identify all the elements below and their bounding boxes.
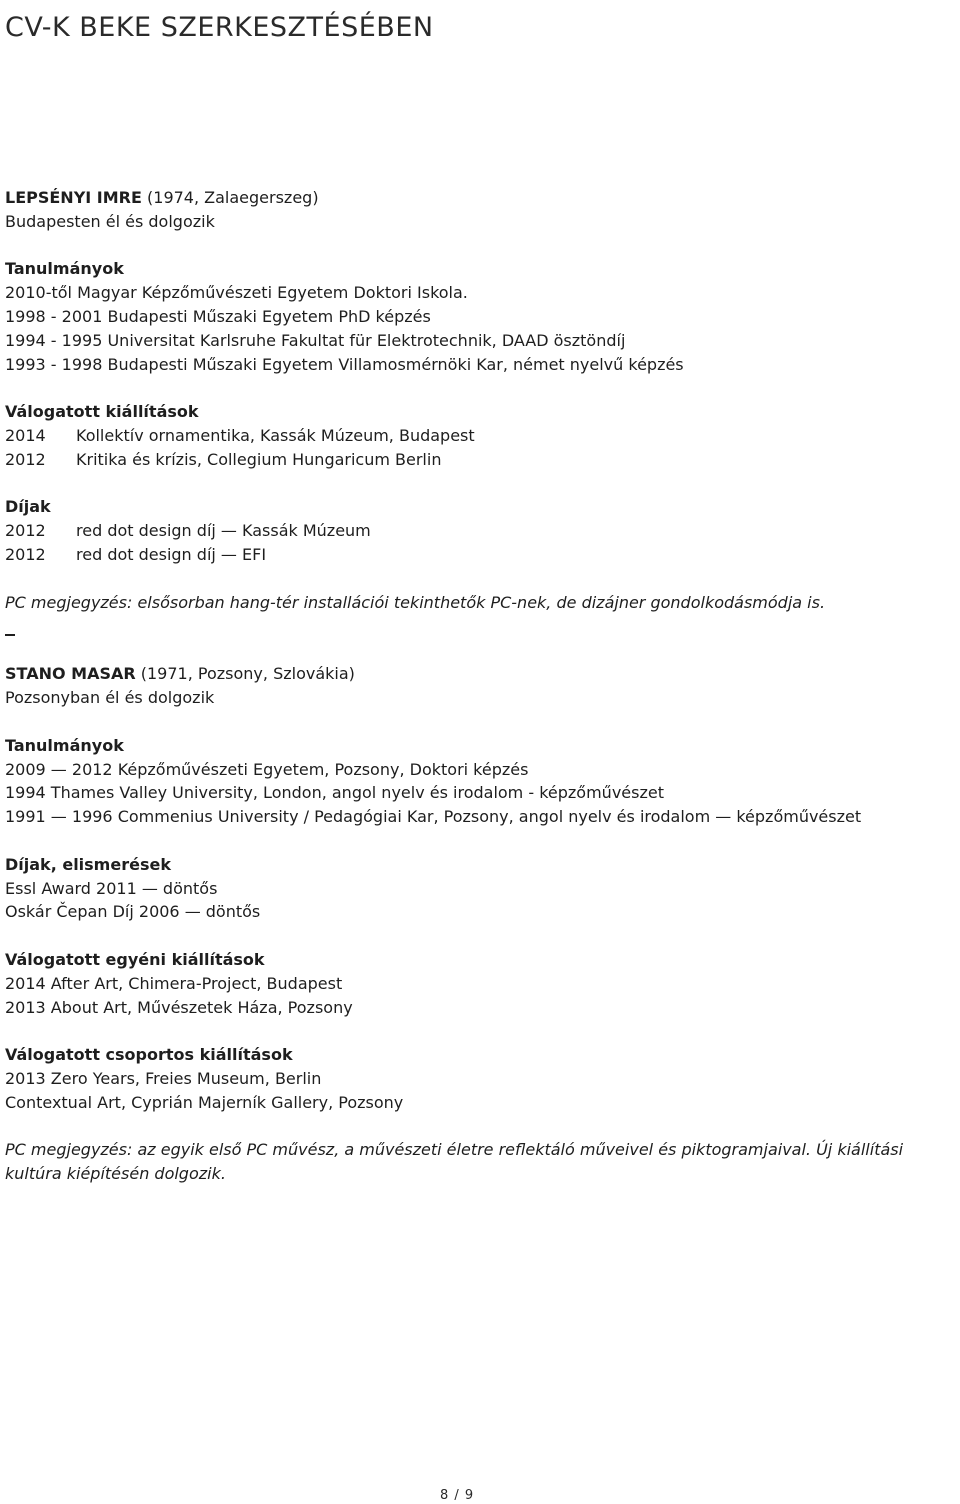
- person2-name: STANO MASAR: [5, 664, 136, 684]
- award-text: red dot design díj — Kassák Múzeum: [76, 521, 371, 541]
- person1-award-item: [5, 519, 955, 543]
- exhibition-text: Kollektív ornamentika, Kassák Múzeum, Budapest: [76, 425, 475, 445]
- person1-study-item: 1998 - 2001 Budapesti Műszaki Egyetem PhD képzés: [5, 306, 431, 326]
- exhibition-year: 2012: [5, 449, 46, 469]
- person2-solo-item: 2013 About Art, Művészetek Háza, Pozsony: [5, 997, 353, 1017]
- person2-study-item: 2009 — 2012 Képzőművészeti Egyetem, Pozsony, Doktori képzés: [5, 759, 529, 779]
- person2-study-item: 1991 — 1996 Commenius University / Pedagógiai Kar, Pozsony, angol nyelv és irodalom — képzőművészet: [5, 807, 862, 827]
- person2-studies-heading: Tanulmányok: [5, 735, 124, 755]
- person1-studies-heading: Tanulmányok: [5, 259, 124, 279]
- person2-study-item: 1994 Thames Valley University, London, angol nyelv és irodalom - képzőművészet: [5, 783, 664, 803]
- person2-solo-item: 2014 After Art, Chimera-Project, Budapest: [5, 973, 343, 993]
- person1-residence: Budapesten él és dolgozik: [5, 211, 215, 231]
- person1-awards-heading: Díjak: [5, 497, 51, 517]
- page-number: 8 / 9: [440, 1488, 475, 1503]
- person1-study-item: 1993 - 1998 Budapesti Műszaki Egyetem Villamosmérnöki Kar, német nyelvű képzés: [5, 354, 684, 374]
- person2-award-item: Essl Award 2011 — döntős: [5, 878, 218, 898]
- person2-solo-heading: Válogatott egyéni kiállítások: [5, 949, 265, 969]
- person2-awards-heading: Díjak, elismerések: [5, 854, 171, 874]
- person1-name-line: [5, 186, 955, 210]
- person1-award-item: [5, 543, 955, 567]
- person2-residence: Pozsonyban él és dolgozik: [5, 688, 215, 708]
- person2-group-item: Contextual Art, Cyprián Majerník Gallery, Pozsony: [5, 1092, 404, 1112]
- person1-exhibition-item: [5, 424, 955, 448]
- person1-study-item: 1994 - 1995 Universitat Karlsruhe Fakultat für Elektrotechnik, DAAD ösztöndíj: [5, 330, 626, 350]
- person1-exhibitions-heading: Válogatott kiállítások: [5, 402, 199, 422]
- person2-group-item: 2013 Zero Years, Freies Museum, Berlin: [5, 1068, 322, 1088]
- page-title: CV-K BEKE SZERKESZTÉSÉBEN: [5, 12, 434, 43]
- person1-note: PC megjegyzés: elsősorban hang-tér installációi tekinthetők PC-nek, de dizájner gondolkodásmódja is.: [5, 592, 826, 612]
- person1-name: LEPSÉNYI IMRE: [5, 188, 142, 207]
- person1-birth: (1974, Zalaegerszeg): [141, 188, 319, 207]
- person2-group-heading: Válogatott csoportos kiállítások: [5, 1045, 293, 1065]
- cv-content: [5, 186, 955, 1186]
- exhibition-text: Kritika és krízis, Collegium Hungaricum Berlin: [76, 449, 442, 469]
- exhibition-year: 2014: [5, 425, 46, 445]
- person1-study-item: 2010-től Magyar Képzőművészeti Egyetem Doktori Iskola.: [5, 283, 468, 303]
- award-year: 2012: [5, 544, 46, 564]
- award-year: 2012: [5, 521, 46, 541]
- person2-birth: (1971, Pozsony, Szlovákia): [135, 664, 355, 684]
- person2-name-line: [5, 662, 955, 686]
- award-text: red dot design díj — EFI: [76, 544, 267, 564]
- person2-award-item: Oskár Čepan Díj 2006 — döntős: [5, 902, 261, 922]
- person2-note: PC megjegyzés: az egyik első PC művész, a művészeti életre reflektáló műveivel és piktogramjaival. Új kiállítási kultúra kiépítésén dolgozik.: [5, 1140, 904, 1184]
- person1-exhibition-item: [5, 448, 955, 472]
